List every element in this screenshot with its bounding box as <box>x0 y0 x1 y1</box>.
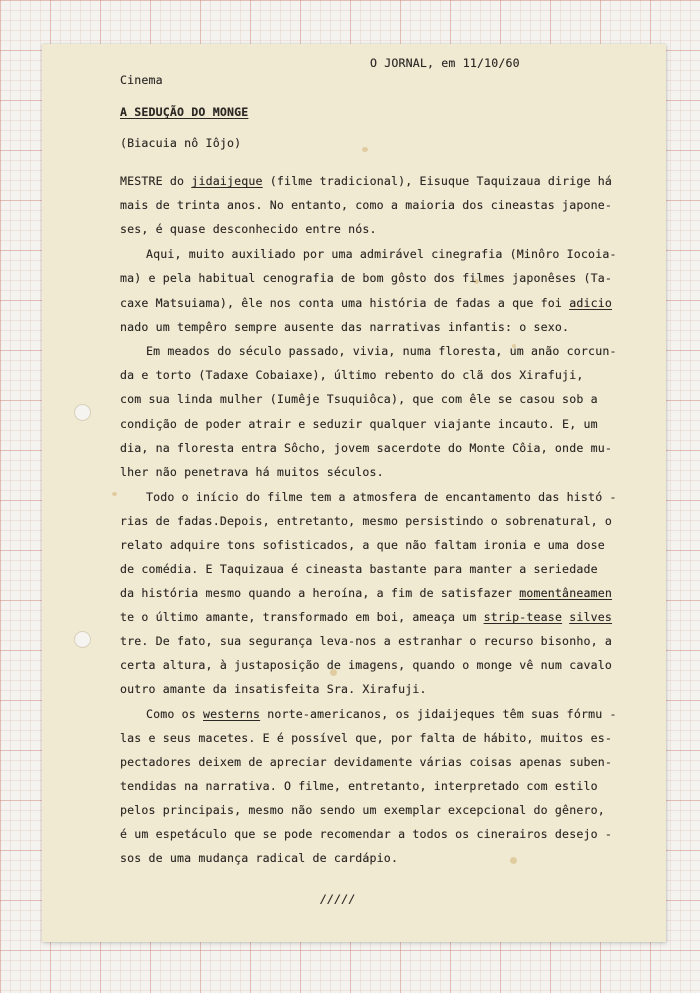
text-line: tendidas na narrativa. O filme, entretanto, interpretado com estilo <box>120 779 598 793</box>
text-line: com sua linda mulher (Iumêje Tsuquiôca), que com êle se casou sob a <box>120 392 598 406</box>
text-line: lher não penetrava há muitos séculos. <box>120 465 384 479</box>
end-mark: ///// <box>320 892 356 906</box>
text-line: te o último amante, transformado em boi, ameaça um strip-tease silves <box>120 610 612 624</box>
punch-hole <box>74 404 91 421</box>
stain-spot <box>112 492 117 496</box>
text-line: pelos principais, mesmo não sendo um exemplar excepcional do gênero, <box>120 803 605 817</box>
underlined-term: silves <box>569 610 612 624</box>
article-title: A SEDUÇÃO DO MONGE <box>120 105 249 119</box>
text-line: tre. De fato, sua segurança leva-nos a estranhar o recurso bisonho, a <box>120 634 612 648</box>
typewritten-page <box>42 44 666 942</box>
text-line: caxe Matsuiama), êle nos conta uma história de fadas a que foi adicio <box>120 296 612 310</box>
text-line: Aqui, muito auxiliado por uma admirável cinegrafia (Minôro Iocoia- <box>146 247 617 261</box>
text-line: da história mesmo quando a heroína, a fim de satisfazer momentâneamen <box>120 586 612 600</box>
underlined-term: adicio <box>569 296 612 310</box>
text-line: ma) e pela habitual cenografia de bom gôsto dos filmes japonêses (Ta- <box>120 271 612 285</box>
stain-spot <box>362 147 368 152</box>
text-line: pectadores deixem de apreciar devidamente várias coisas apenas suben- <box>120 755 612 769</box>
stain-spot <box>510 857 517 864</box>
text-line: relato adquire tons sofisticados, a que não faltam ironia e uma dose <box>120 538 605 552</box>
text-line: condição de poder atrair e seduzir qualquer viajante incauto. E, um <box>120 417 598 431</box>
text-line: Como os westerns norte-americanos, os jidaijeques têm suas fórmu - <box>146 707 617 721</box>
underlined-term: westerns <box>203 707 261 721</box>
text-line: MESTRE do jidaijeque (filme tradicional), Eisuque Taquizaua dirige há <box>120 174 612 188</box>
text-line: ses, é quase desconhecido entre nós. <box>120 222 377 236</box>
text-line: Todo o início do filme tem a atmosfera de encantamento das histó - <box>146 490 617 504</box>
text-line: da e torto (Tadaxe Cobaiaxe), último rebento do clã dos Xirafuji, <box>120 368 584 382</box>
text-line: Em meados do século passado, vivia, numa floresta, um anão corcun- <box>146 344 617 358</box>
underlined-term: jidaijeque <box>191 174 263 188</box>
text-line: sos de uma mudança radical de cardápio. <box>120 851 399 865</box>
drop-word: MESTRE <box>120 174 163 188</box>
underlined-term: strip-tease <box>483 610 563 624</box>
text-line: é um espetáculo que se pode recomendar a todos os cinerairos desejo - <box>120 827 612 841</box>
punch-hole <box>74 631 91 648</box>
underlined-term: momentâneamen <box>519 586 612 600</box>
text-line: nado um tempêro sempre ausente das narrativas infantis: o sexo. <box>120 320 570 334</box>
section-label: Cinema <box>120 73 163 87</box>
text-line: certa altura, à justaposição de imagens, quando o monge vê num cavalo <box>120 658 612 672</box>
text-line: rias de fadas.Depois, entretanto, mesmo persistindo o sobrenatural, o <box>120 514 612 528</box>
newspaper-date: O JORNAL, em 11/10/60 <box>370 56 520 70</box>
text-line: de comédia. E Taquizaua é cineasta bastante para manter a seriedade <box>120 562 598 576</box>
original-title: (Biacuia nô Iôjo) <box>120 136 242 150</box>
text-line: outro amante da insatisfeita Sra. Xirafuji. <box>120 682 427 696</box>
text-line: dia, na floresta entra Sôcho, jovem sacerdote do Monte Côia, onde mu- <box>120 441 612 455</box>
text-line: las e seus macetes. E é possível que, por falta de hábito, muitos es- <box>120 731 612 745</box>
text-line: mais de trinta anos. No entanto, como a maioria dos cineastas japone- <box>120 198 612 212</box>
